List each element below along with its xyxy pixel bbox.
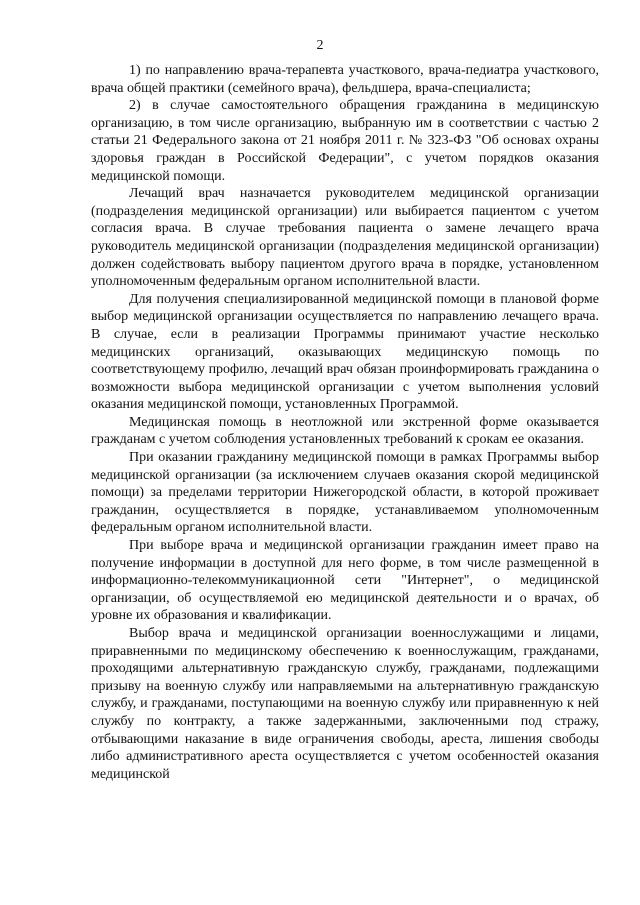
document-body [91,62,599,783]
paragraph-7: При выборе врача и медицинской организации гражданин имеет право на получение информации в доступной для него форме, в том числе размещенной в информационно-телекоммуникационной сети "Интернет", о медицинской организации, об осуществляемой ею медицинской деятельности и о врачах, об уровне их образования и квалификации. [91,538,599,624]
page-number: 2 [316,38,324,53]
paragraph-1: 1) по направлению врача-терапевта участкового, врача-педиатра участкового, врача общей практики (семейного врача), фельдшера, врача-специалиста; [91,63,599,96]
paragraph-5: Медицинская помощь в неотложной или экстренной форме оказывается гражданам с учетом соблюдения установленных требований к срокам ее оказания. [91,414,599,448]
paragraph-3: Лечащий врач назначается руководителем медицинской организации (подразделения медицинской организации) или выбирается пациентом с учетом согласия врача. В случае требования пациента о замене лечащего врача руководитель медицинской организации (подразделения медицинской организации) должен содействовать выбору пациентом другого врача в порядке, установленном уполномоченным федеральным органом исполнительной власти. [91,186,599,290]
paragraph-8: Выбор врача и медицинской организации военнослужащими и лицами, приравненными по медицинскому обеспечению к военнослужащим, гражданами, проходящими альтернативную гражданскую службу, гражданами, подлежащими призыву на военную службу или направляемыми на альтернативную гражданскую службу, и гражданами, поступающими на военную службу или приравненную к ней службу по контракту, а также задержанными, заключенными под стражу, отбывающими наказание в виде ограничения свободы, ареста, лишения свободы либо административного ареста осуществляется с учетом особенностей оказания медицинской [91,626,599,782]
paragraph-2: 2) в случае самостоятельного обращения гражданина в медицинскую организацию, в том числе организацию, выбранную им в соответствии с частью 2 статьи 21 Федерального закона от 21 ноября 2011 г. № 323-ФЗ "Об основах охраны здоровья граждан в Российской Федерации", с учетом порядков оказания медицинской помощи. [91,98,599,184]
paragraph-4: Для получения специализированной медицинской помощи в плановой форме выбор медицинской организации осуществляется по направлению лечащего врача. В случае, если в реализации Программы принимают участие несколько медицинских организаций, оказывающих медицинскую помощь по соответствующему профилю, лечащий врач обязан проинформировать гражданина о возможности выбора медицинской организации с учетом выполнения условий оказания медицинской помощи, установленных Программой. [91,291,599,413]
paragraph-6: При оказании гражданину медицинской помощи в рамках Программы выбор медицинской организации (за исключением случаев оказания скорой медицинской помощи) за пределами территории Нижегородской области, в которой проживает гражданин, осуществляется в порядке, устанавливаемом уполномоченным федеральным органом исполнительной власти. [91,450,599,536]
